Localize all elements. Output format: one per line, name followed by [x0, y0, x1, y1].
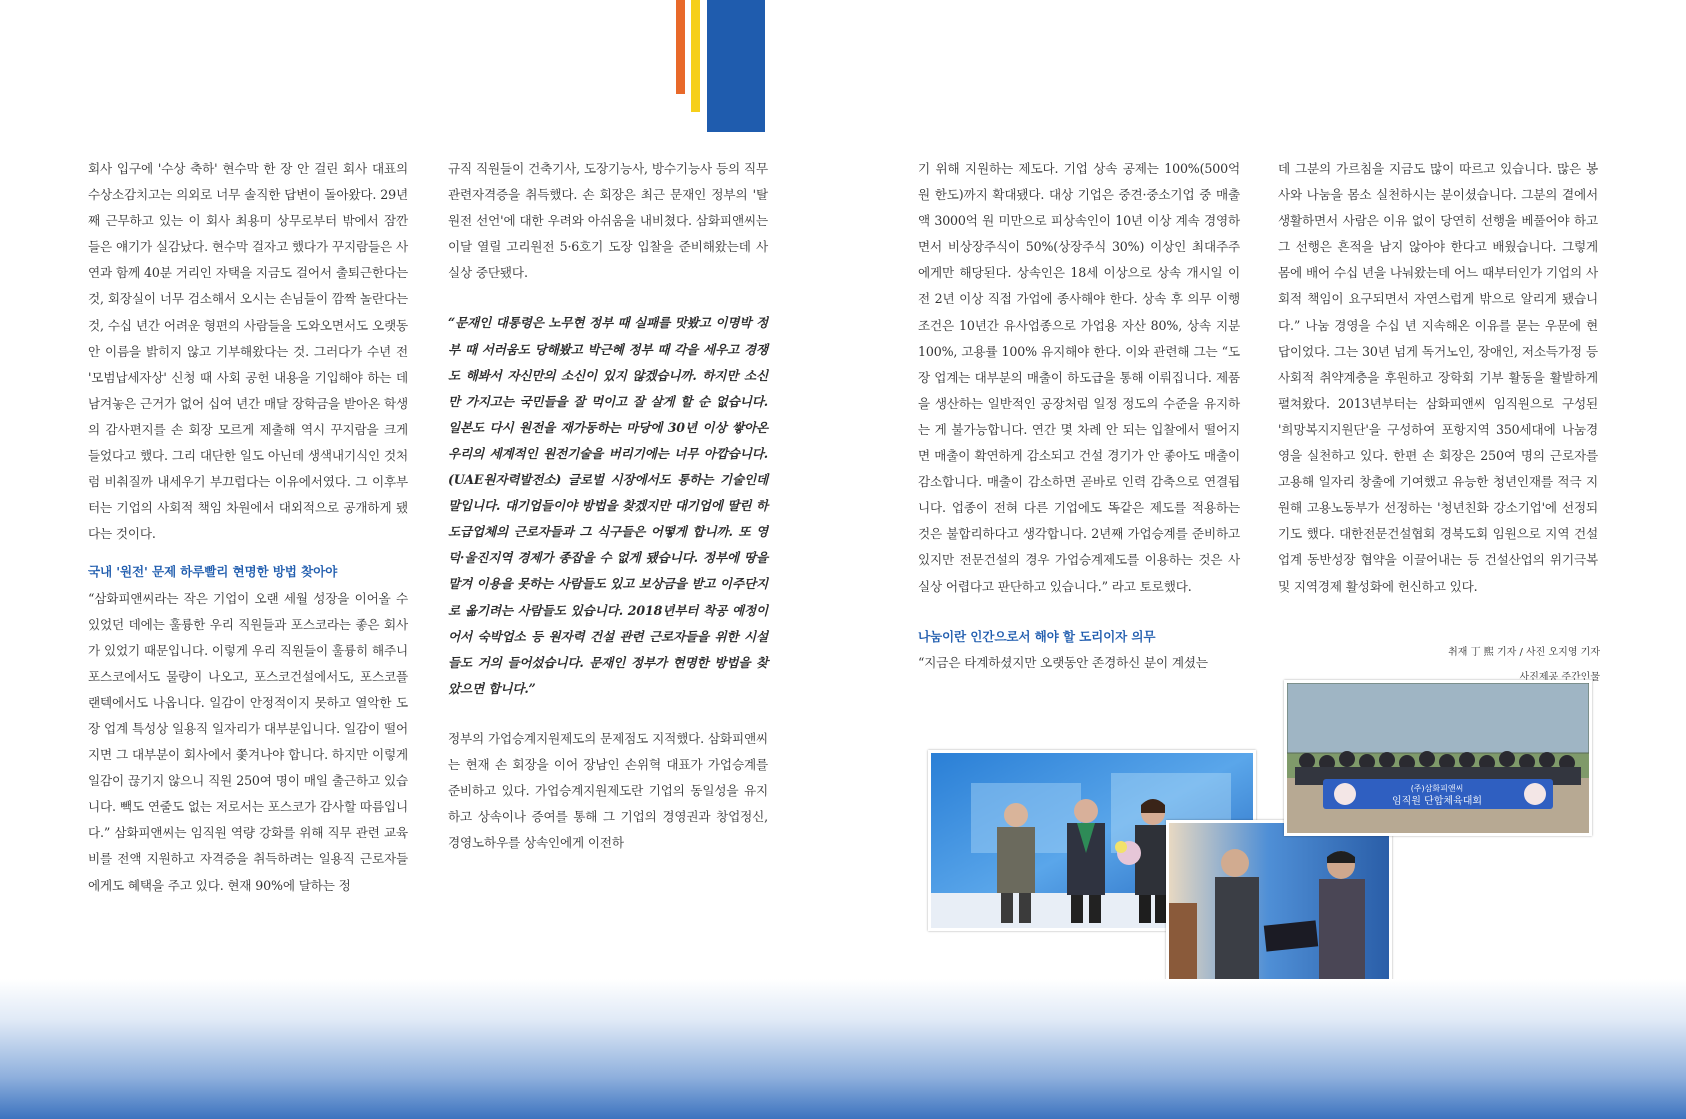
- section-heading-nuclear: 국내 '원전' 문제 하루빨리 현명한 방법 찾아야: [88, 564, 338, 580]
- pull-quote: “문재인 대통령은 노무현 정부 때 실패를 맛봤고 이명박 정부 때 서러움도 당해봤고 박근혜 정부 때 각을 세우고 경쟁도 해봐서 자신만의 소신이 있지 않겠습니까. 하지만 소신만 가지고는 국민들을 잘 먹이고 잘 살게 할 순 없습니다. 일본도 다시 원전을 재가동하는 마당에 30년 이상 쌓아온 우리의 세계적인 원전기술을 버리기에는 너무 아깝습니다. (UAE원자력발전소) 글로벌 시장에서도 통하는 기술인데 말입니다. 대기업들이야 방법을 찾겠지만 대기업에 딸린 하도급업체의 근로자들과 그 식구들은 어떻게 합니까. 또 영덕·울진지역 경제가 종잡을 수 없게 됐습니다. 정부에 땅을 맡겨 이용을 못하는 사람들도 있고 보상금을 받고 이주단지로 옮기려는 사람들도 있습니다. 2018년부터 착공 예정이어서 숙박업소 등 원자력 건설 관련 근로자들을 위한 시설들도 거의 들어섰습니다. 문재인 정부가 현명한 방법을 찾았으면 합니다.”: [448, 315, 773, 696]
- page-bottom-gradient: [0, 979, 1686, 1119]
- photo-company-sports-day: [1284, 680, 1592, 836]
- yellow-accent-bar: [691, 0, 700, 112]
- column-1-paragraph-2: “삼화피앤씨라는 작은 기업이 오랜 세월 성장을 이어올 수 있었던 데에는 훌륭한 우리 직원들과 포스코라는 좋은 회사가 있었기 때문입니다. 이렇게 우리 직원들이 훌륭히 해주니 포스코에서도 물량이 나오고, 포스코건설에서도, 포스코플랜텍에서도 나옵니다. 일감이 안정적이지 못하고 열악한 도장 업계 특성상 일용직 일자리가 대부분입니다. 일감이 떨어지면 그 대부분이 회사에서 쫓겨나야 합니다. 하지만 이렇게 일감이 끊기지 않으니 직원 250여 명이 매일 출근하고 있습니다. 빽도 연줄도 없는 저로서는 포스코가 감사할 따름입니다.” 삼화피앤씨는 임직원 역량 강화를 위해 직무 관련 교육비를 전액 지원하고 자격증을 취득하려는 일용직 근로자들에게도 혜택을 주고 있다. 현재 90%에 달하는 정: [88, 590, 412, 893]
- banner-event-text: 임직원 단합체육대회: [1391, 796, 1483, 807]
- byline-credit: 취재 丁 熙 기자 / 사진 오지영 기자: [1448, 647, 1600, 658]
- column-3-paragraph-1: 기 위해 지원하는 제도다. 기업 상속 공제는 100%(500억 원 한도)까지 확대됐다. 대상 기업은 중견·중소기업 중 매출액 3000억 원 미만으로 피상속인이 10년 이상 계속 경영하면서 비상장주식이 50%(상장주식 30%) 이상인 최대주주에게만 해당된다. 상속인은 18세 이상으로 상속 개시일 이전 2년 이상 직접 가업에 종사해야 한다. 상속 후 의무 이행조건은 10년간 유사업종으로 가업용 자산 80%, 상속 지분 100%, 고용률 100% 유지해야 한다. 이와 관련해 그는 “도장 업계는 대부분의 매출이 하도급을 통해 이뤄집니다. 제품을 생산하는 일반적인 공장처럼 일정 정도의 수준을 유지하는 게 불가능합니다. 연간 몇 차례 안 되는 입찰에서 떨어지면 매출이 확연하게 감소되고 건설 경기가 안 좋아도 매출이 감소합니다. 매출이 감소하면 곧바로 인력 감축으로 연결됩니다. 업종이 전혀 다른 기업에도 똑같은 제도를 적용하는 것은 불합리하다고 생각합니다. 2년째 가업승계를 준비하고 있지만 전문건설의 경우 가업승계제도를 이용하는 것은 사실상 어렵다고 판단하고 있습니다.” 라고 토로했다.: [918, 161, 1244, 594]
- column-3: [918, 156, 1244, 676]
- column-1-paragraph-1: 회사 입구에 '수상 축하' 현수막 한 장 안 걸린 회사 대표의 수상소감치고는 의외로 너무 솔직한 답변이 돌아왔다. 29년째 근무하고 있는 이 회사 최용미 상무로부터 밖에서 잠깐 들은 얘기가 실감났다. 현수막 걸자고 했다가 꾸지람들은 사연과 함께 40분 거리인 자택을 지금도 걸어서 출퇴근한다는 것, 회장실이 너무 검소해서 오시는 손님들이 깜짝 놀란다는 것, 수십 년간 어려운 형편의 사람들을 도와오면서도 오랫동안 이름을 밝히지 않고 기부해왔다는 것. 그러다가 수년 전 '모범납세자상' 신청 때 사회 공헌 내용을 기입해야 하는 데 남겨놓은 근거가 없어 십여 년간 매달 장학금을 받아온 학생의 감사편지를 손 회장 모르게 제출해 역시 꾸지람을 크게 들었다고 했다. 그리 대단한 일도 아닌데 생색내기식인 것처럼 비춰질까 내세우기 부끄럽다는 이유에서였다. 그 이후부터는 기업의 사회적 책임 차원에서 대외적으로 공개하게 됐다는 것이다.: [88, 161, 412, 542]
- column-2-paragraph-2: 정부의 가업승계지원제도의 문제점도 지적했다. 삼화피앤씨는 현재 손 회장을 이어 장남인 손위혁 대표가 가업승계를 준비하고 있다. 가업승계지원제도란 기업의 동일성을 유지하고 상속이나 증여를 통해 그 기업의 경영권과 창업정신, 경영노하우를 상속인에게 이전하: [448, 730, 772, 851]
- orange-accent-bar: [676, 0, 685, 94]
- column-2: [448, 156, 773, 856]
- column-2-paragraph-1: 규직 직원들이 건축기사, 도장기능사, 방수기능사 등의 직무 관련자격증을 취득했다. 손 회장은 최근 문재인 정부의 '탈원전 선언'에 대한 우려와 아쉬움을 내비쳤다. 삼화피앤씨는 이달 열릴 고리원전 5·6호기 도장 입찰을 준비해왔는데 사실상 중단됐다.: [448, 161, 772, 281]
- column-4-paragraph-1: 데 그분의 가르침을 지금도 많이 따르고 있습니다. 많은 봉사와 나눔을 몸소 실천하시는 분이셨습니다. 그분의 곁에서 생활하면서 사람은 이유 없이 당연히 선행을 베풀어야 하고 그 선행은 흔적을 남지 않아야 한다고 배웠습니다. 그렇게 몸에 배어 수십 년을 나눠왔는데 어느 때부터인가 기업의 사회적 책임이 요구되면서 자연스럽게 밖으로 알리게 됐습니다.” 나눔 경영을 수십 년 지속해온 이유를 묻는 우문에 현답이었다. 그는 30년 넘게 독거노인, 장애인, 저소득가정 등 사회적 취약계층을 후원하고 장학회 기부 활동을 활발하게 펼쳐왔다. 2013년부터는 삼화피앤씨 임직원으로 구성된 '희망복지지원단'을 구성하여 포항지역 350세대에 나눔경영을 실천하고 있다. 한편 손 회장은 250여 명의 근로자를 고용해 일자리 창출에 기여했고 유능한 청년인재를 적극 지원해 고용노동부가 선정하는 '청년친화 강소기업'에 선정되기도 했다. 대한전문건설협회 경북도회 임원으로 지역 건설업계 동반성장 협약을 이끌어내는 등 건설산업의 위기극복 및 지역경제 활성화에 헌신하고 있다.: [1278, 161, 1602, 594]
- photo-plaque-presentation: [1166, 820, 1392, 986]
- column-1: [88, 156, 412, 899]
- blue-accent-bar: [707, 0, 765, 132]
- column-4: [1278, 156, 1602, 600]
- banner-company-text: (주)삼화피앤씨: [1410, 784, 1464, 793]
- photo-credit: 사진제공 주간인물: [1519, 672, 1600, 683]
- section-heading-sharing: 나눔이란 인간으로서 해야 할 도리이자 의무: [918, 628, 1156, 644]
- column-3-paragraph-2: “지금은 타계하셨지만 오랫동안 존경하신 분이 계셨는: [918, 654, 1208, 670]
